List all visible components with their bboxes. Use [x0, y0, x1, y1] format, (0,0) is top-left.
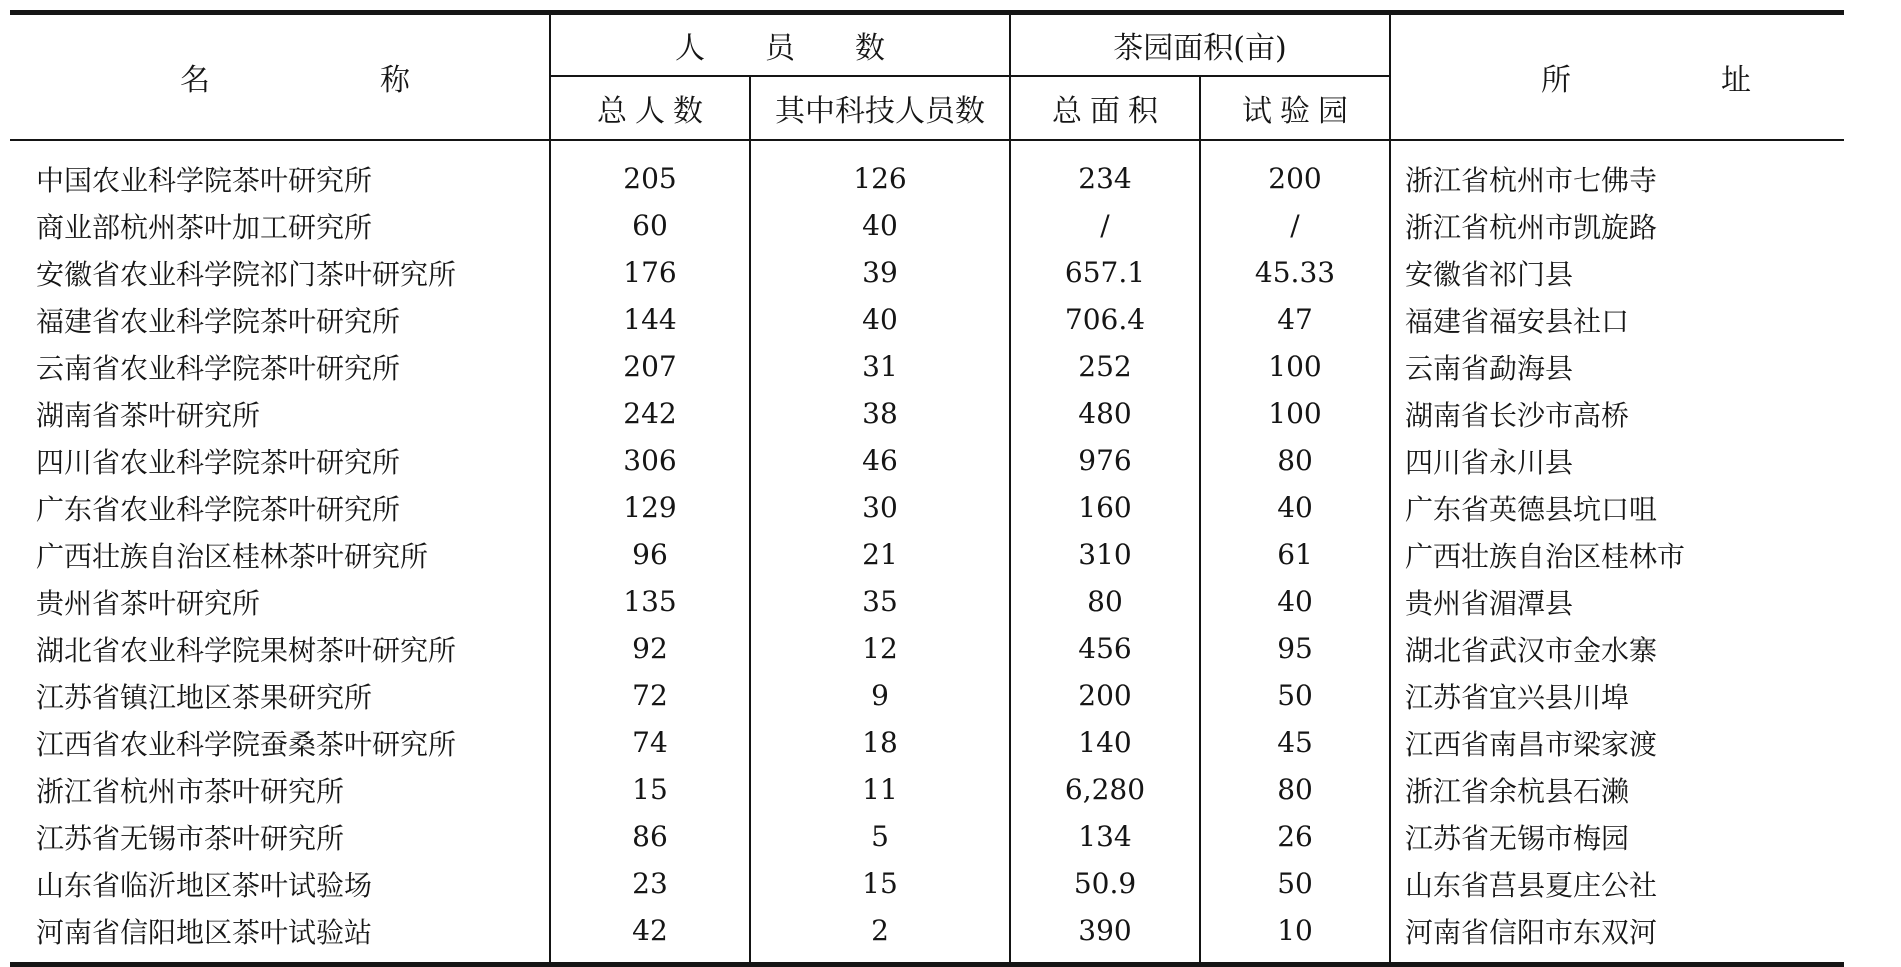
tea-research-institutes-table: [10, 10, 1901, 967]
cell-total-people: 129: [550, 484, 750, 531]
table-row: [10, 437, 1844, 484]
cell-address: 广西壮族自治区桂林市: [1390, 531, 1844, 578]
cell-test-garden: 80: [1200, 437, 1390, 484]
cell-total-area: 140: [1010, 719, 1200, 766]
table-row: [10, 907, 1844, 965]
cell-tech-people: 5: [750, 813, 1010, 860]
cell-total-area: 657.1: [1010, 249, 1200, 296]
cell-total-people: 96: [550, 531, 750, 578]
header-address-label: 所址: [1541, 63, 1901, 98]
header-area: [1010, 13, 1390, 77]
header-test-garden: [1200, 76, 1390, 140]
cell-test-garden: /: [1200, 202, 1390, 249]
cell-address: 安徽省祁门县: [1390, 249, 1844, 296]
cell-test-garden: 26: [1200, 813, 1390, 860]
cell-name: 浙江省杭州市茶叶研究所: [36, 774, 345, 808]
cell-address: 湖南省长沙市高桥: [1390, 390, 1844, 437]
header-name-label: 名称: [180, 63, 580, 98]
cell-tech-people: 39: [750, 249, 1010, 296]
cell-total-people: 86: [550, 813, 750, 860]
cell-tech-people: 31: [750, 343, 1010, 390]
table-row: [10, 625, 1844, 672]
cell-total-people: 306: [550, 437, 750, 484]
cell-tech-people: 35: [750, 578, 1010, 625]
table-row: [10, 531, 1844, 578]
header-tech-people: [750, 76, 1010, 140]
table-row: [10, 296, 1844, 343]
cell-tech-people: 18: [750, 719, 1010, 766]
cell-address: 广东省英德县坑口咀: [1390, 484, 1844, 531]
cell-total-people: 23: [550, 860, 750, 907]
header-row-top: [10, 13, 1844, 77]
cell-address: 浙江省杭州市七佛寺: [1390, 140, 1844, 202]
header-name: [10, 13, 580, 141]
cell-tech-people: 21: [750, 531, 1010, 578]
header-address: [1390, 13, 1901, 141]
cell-tech-people: 40: [750, 202, 1010, 249]
header-test-garden-label: 试验园: [1242, 94, 1356, 129]
cell-tech-people: 11: [750, 766, 1010, 813]
cell-total-area: 480: [1010, 390, 1200, 437]
cell-name: 广西壮族自治区桂林茶叶研究所: [36, 539, 429, 573]
cell-total-area: 310: [1010, 531, 1200, 578]
cell-name: 江苏省无锡市茶叶研究所: [36, 821, 345, 855]
cell-test-garden: 40: [1200, 484, 1390, 531]
cell-address: 浙江省杭州市凯旋路: [1390, 202, 1844, 249]
header-people-label: 人员数: [675, 31, 945, 66]
cell-address: 四川省永川县: [1390, 437, 1844, 484]
cell-test-garden: 200: [1200, 140, 1390, 202]
header-people: [550, 13, 1010, 77]
cell-total-people: 135: [550, 578, 750, 625]
table-row: [10, 719, 1844, 766]
cell-total-area: 390: [1010, 907, 1200, 965]
cell-tech-people: 12: [750, 625, 1010, 672]
cell-address: 贵州省湄潭县: [1390, 578, 1844, 625]
header-area-label: 茶园面积(亩): [1113, 31, 1287, 66]
cell-name: 福建省农业科学院茶叶研究所: [36, 304, 401, 338]
cell-name: 河南省信阳地区茶叶试验站: [10, 907, 550, 965]
cell-tech-people: 40: [750, 296, 1010, 343]
table-body: [10, 140, 1844, 965]
cell-total-area: 976: [1010, 437, 1200, 484]
cell-tech-people: 15: [750, 860, 1010, 907]
table-row: [10, 343, 1844, 390]
cell-address: 江苏省无锡市梅园: [1390, 813, 1844, 860]
table-row: [10, 140, 1844, 202]
cell-test-garden: 45: [1200, 719, 1390, 766]
cell-tech-people: 46: [750, 437, 1010, 484]
cell-name: 云南省农业科学院茶叶研究所: [36, 351, 401, 385]
cell-test-garden: 47: [1200, 296, 1390, 343]
header-total-area-label: 总面积: [1052, 94, 1166, 129]
cell-address: 湖北省武汉市金水寨: [1390, 625, 1844, 672]
cell-total-area: 706.4: [1010, 296, 1200, 343]
cell-total-area: 6,280: [1010, 766, 1200, 813]
cell-total-area: 50.9: [1010, 860, 1200, 907]
cell-test-garden: 40: [1200, 578, 1390, 625]
header-tech-people-label: 其中科技人员数: [775, 94, 985, 129]
cell-address: 河南省信阳市东双河: [1390, 907, 1844, 965]
cell-total-area: 252: [1010, 343, 1200, 390]
cell-test-garden: 45.33: [1200, 249, 1390, 296]
cell-total-people: 72: [550, 672, 750, 719]
table-row: [10, 672, 1844, 719]
cell-name: 贵州省茶叶研究所: [36, 586, 261, 620]
cell-name: 山东省临沂地区茶叶试验场: [36, 868, 373, 902]
cell-total-area: 80: [1010, 578, 1200, 625]
cell-name: 安徽省农业科学院祁门茶叶研究所: [36, 257, 457, 291]
cell-tech-people: 126: [750, 140, 1010, 202]
cell-name: 四川省农业科学院茶叶研究所: [36, 445, 401, 479]
table-row: [10, 249, 1844, 296]
table-row: [10, 390, 1844, 437]
cell-total-people: 74: [550, 719, 750, 766]
header-total-area: [1010, 76, 1200, 140]
header-total-people-label: 总人数: [597, 94, 711, 129]
cell-name: 商业部杭州茶叶加工研究所: [36, 210, 373, 244]
cell-total-people: 15: [550, 766, 750, 813]
cell-name: 中国农业科学院茶叶研究所: [36, 163, 373, 197]
cell-total-area: 456: [1010, 625, 1200, 672]
cell-total-people: 92: [550, 625, 750, 672]
cell-total-area: 160: [1010, 484, 1200, 531]
table-row: [10, 813, 1844, 860]
cell-test-garden: 10: [1200, 907, 1390, 965]
cell-address: 浙江省余杭县石濑: [1390, 766, 1844, 813]
cell-name: 湖南省茶叶研究所: [36, 398, 261, 432]
table-row: [10, 766, 1844, 813]
cell-address: 福建省福安县社口: [1390, 296, 1844, 343]
cell-total-people: 242: [550, 390, 750, 437]
cell-name: 江西省农业科学院蚕桑茶叶研究所: [36, 727, 457, 761]
cell-tech-people: 9: [750, 672, 1010, 719]
cell-address: 山东省莒县夏庄公社: [1390, 860, 1844, 907]
cell-total-people: 144: [550, 296, 750, 343]
cell-total-area: 200: [1010, 672, 1200, 719]
cell-address: 云南省勐海县: [1390, 343, 1844, 390]
cell-total-area: /: [1010, 202, 1200, 249]
cell-address: 江西省南昌市梁家渡: [1390, 719, 1844, 766]
cell-total-people: 207: [550, 343, 750, 390]
cell-test-garden: 100: [1200, 390, 1390, 437]
cell-test-garden: 100: [1200, 343, 1390, 390]
table-header: [10, 13, 1901, 141]
cell-name: 广东省农业科学院茶叶研究所: [36, 492, 401, 526]
cell-test-garden: 80: [1200, 766, 1390, 813]
cell-total-people: 205: [550, 140, 750, 202]
table-row: [10, 484, 1844, 531]
cell-name: 湖北省农业科学院果树茶叶研究所: [36, 633, 457, 667]
cell-total-people: 176: [550, 249, 750, 296]
cell-total-people: 42: [550, 907, 750, 965]
cell-tech-people: 2: [750, 907, 1010, 965]
cell-total-people: 60: [550, 202, 750, 249]
cell-total-area: 134: [1010, 813, 1200, 860]
cell-address: 江苏省宜兴县川埠: [1390, 672, 1844, 719]
header-total-people: [550, 76, 750, 140]
cell-name: 江苏省镇江地区茶果研究所: [36, 680, 373, 714]
cell-test-garden: 61: [1200, 531, 1390, 578]
cell-test-garden: 50: [1200, 672, 1390, 719]
table-row: [10, 578, 1844, 625]
cell-tech-people: 38: [750, 390, 1010, 437]
cell-tech-people: 30: [750, 484, 1010, 531]
cell-total-area: 234: [1010, 140, 1200, 202]
cell-test-garden: 50: [1200, 860, 1390, 907]
cell-test-garden: 95: [1200, 625, 1390, 672]
table-row: [10, 202, 1844, 249]
table-row: [10, 860, 1844, 907]
